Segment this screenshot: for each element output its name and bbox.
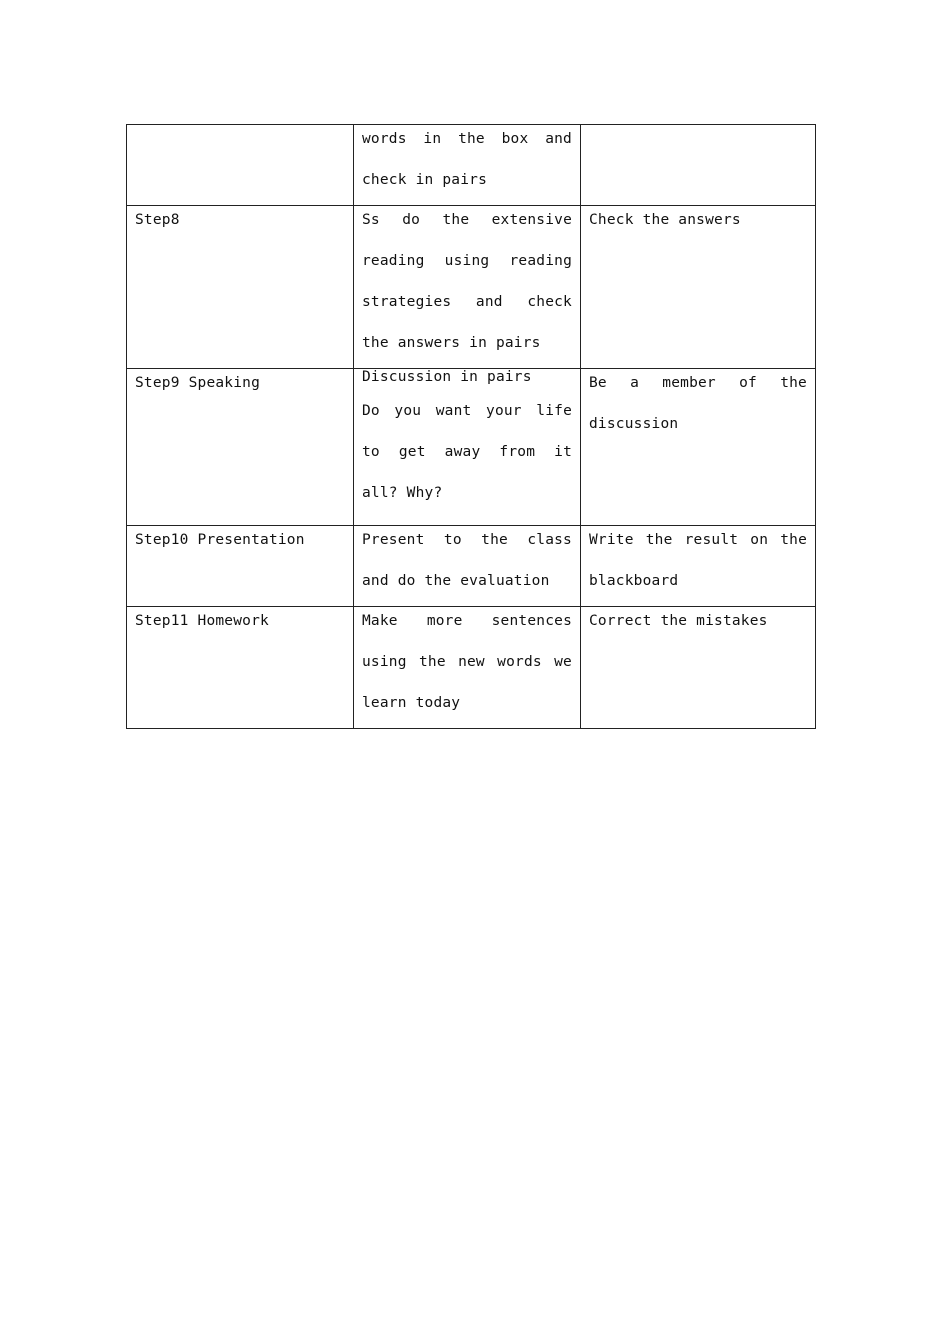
student-activity-cell — [354, 125, 581, 206]
teacher-activity-text: Check the answers — [589, 212, 741, 228]
student-activity-text: words in the box and check in pairs — [362, 131, 572, 188]
teacher-activity-text: Correct the mistakes — [589, 613, 768, 629]
teacher-activity-cell — [581, 607, 816, 729]
step-cell — [127, 607, 354, 729]
teacher-activity-cell — [581, 526, 816, 607]
student-activity-block — [362, 363, 572, 514]
step-label: Step8 — [135, 212, 180, 228]
student-activity-heading: Discussion in pairs — [362, 369, 532, 385]
table-row — [127, 607, 816, 729]
student-activity-cell — [354, 206, 581, 369]
table-row — [127, 369, 816, 526]
step-cell — [127, 206, 354, 369]
teacher-activity-text: Write the result on the blackboard — [589, 532, 807, 589]
student-activity-text: Do you want your life to get away from it all? Why? — [362, 403, 572, 501]
step-label: Step9 Speaking — [135, 375, 261, 391]
student-activity-text: Make more sentences using the new words we learn today — [362, 613, 572, 711]
teacher-activity-text: Be a member of the discussion — [589, 375, 807, 432]
student-activity-cell — [354, 526, 581, 607]
lesson-plan-table — [126, 124, 816, 729]
student-activity-cell — [354, 607, 581, 729]
student-activity-cell — [354, 369, 581, 526]
teacher-activity-cell — [581, 125, 816, 206]
student-activity-text: Present to the class and do the evaluation — [362, 532, 572, 589]
step-label: Step11 Homework — [135, 613, 269, 629]
student-activity-text: Ss do the extensive reading using reading strategies and check the answers in pairs — [362, 212, 572, 351]
step-cell — [127, 526, 354, 607]
table-row — [127, 206, 816, 369]
teacher-activity-cell — [581, 206, 816, 369]
step-cell — [127, 125, 354, 206]
step-cell — [127, 369, 354, 526]
teacher-activity-cell — [581, 369, 816, 526]
step-label: Step10 Presentation — [135, 532, 305, 548]
table-row — [127, 125, 816, 206]
table-row — [127, 526, 816, 607]
